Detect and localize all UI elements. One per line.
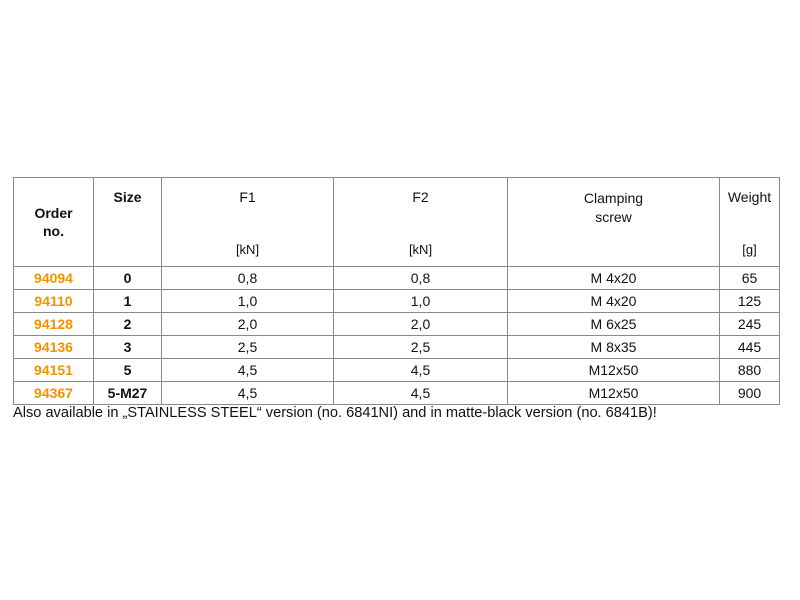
size-cell: 2	[94, 313, 162, 336]
weight-cell: 125	[720, 290, 780, 313]
order-number-cell: 94136	[14, 336, 94, 359]
size-cell: 5	[94, 359, 162, 382]
table-row	[14, 313, 780, 336]
header-order-line1: Order	[34, 205, 73, 221]
weight-cell: 445	[720, 336, 780, 359]
f2-cell: 4,5	[334, 359, 508, 382]
f1-cell: 4,5	[162, 382, 334, 405]
order-number-cell: 94128	[14, 313, 94, 336]
header-f1	[162, 178, 334, 267]
header-weight-unit: [g]	[742, 242, 757, 257]
header-weight-label: Weight	[727, 189, 772, 205]
header-size: Size	[94, 178, 162, 267]
header-clamping-line2: screw	[595, 209, 632, 225]
clamping-screw-cell: M 4x20	[508, 290, 720, 313]
table-row	[14, 382, 780, 405]
weight-cell: 880	[720, 359, 780, 382]
header-f2-label: F2	[412, 189, 429, 205]
header-f2-unit: [kN]	[408, 242, 433, 257]
table-row	[14, 359, 780, 382]
header-order-line2: no.	[43, 223, 64, 239]
clamping-screw-cell: M12x50	[508, 359, 720, 382]
header-clamping-line1: Clamping	[583, 190, 644, 206]
order-number-cell: 94110	[14, 290, 94, 313]
order-number-cell: 94367	[14, 382, 94, 405]
size-cell: 5-M27	[94, 382, 162, 405]
clamping-screw-cell: M 6x25	[508, 313, 720, 336]
header-order-no	[14, 178, 94, 267]
f2-cell: 0,8	[334, 267, 508, 290]
f2-cell: 2,0	[334, 313, 508, 336]
header-weight	[720, 178, 780, 267]
order-number-cell: 94151	[14, 359, 94, 382]
order-number-cell: 94094	[14, 267, 94, 290]
availability-footnote: Also available in „STAINLESS STEEL“ version (no. 6841NI) and in matte-black version (no. 6841B)!	[13, 405, 657, 421]
header-f2	[334, 178, 508, 267]
clamping-screw-cell: M12x50	[508, 382, 720, 405]
specification-table	[13, 177, 780, 405]
clamping-screw-cell: M 4x20	[508, 267, 720, 290]
size-cell: 1	[94, 290, 162, 313]
table-row	[14, 290, 780, 313]
size-cell: 0	[94, 267, 162, 290]
f2-cell: 2,5	[334, 336, 508, 359]
table-header-row	[14, 178, 780, 267]
table-row	[14, 267, 780, 290]
size-cell: 3	[94, 336, 162, 359]
f2-cell: 1,0	[334, 290, 508, 313]
weight-cell: 65	[720, 267, 780, 290]
weight-cell: 245	[720, 313, 780, 336]
f1-cell: 1,0	[162, 290, 334, 313]
header-clamping-screw	[508, 178, 720, 267]
f1-cell: 4,5	[162, 359, 334, 382]
f1-cell: 0,8	[162, 267, 334, 290]
f1-cell: 2,0	[162, 313, 334, 336]
f2-cell: 4,5	[334, 382, 508, 405]
clamping-screw-cell: M 8x35	[508, 336, 720, 359]
table-row	[14, 336, 780, 359]
header-f1-label: F1	[239, 189, 256, 205]
weight-cell: 900	[720, 382, 780, 405]
f1-cell: 2,5	[162, 336, 334, 359]
header-f1-unit: [kN]	[235, 242, 260, 257]
